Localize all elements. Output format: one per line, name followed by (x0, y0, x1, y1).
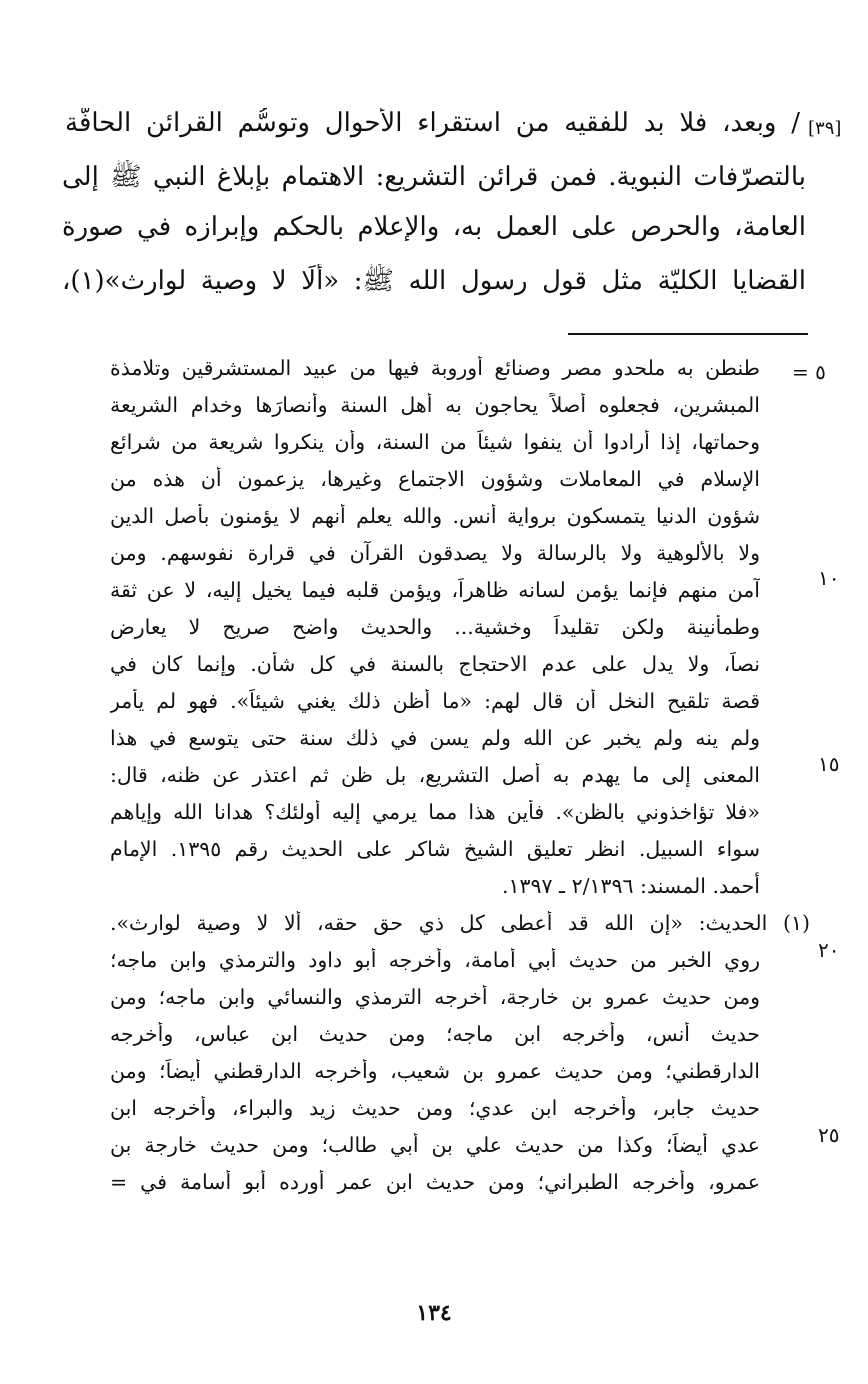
footnote-line: «فلا تؤاخذوني بالظن». فأين هذا مما يرمي إليه أولئك؟ هدانا الله وإياهم (110, 800, 760, 824)
footnote-line: نصاً، ولا يدل على عدم الاحتجاج بالسنة في كل شأن. وإنما كان في (110, 652, 760, 676)
footnote-line: أحمد. المسند: ٢/١٣٩٦ ـ ١٣٩٧. (501, 874, 760, 898)
footnote-line: سواء السبيل. انظر تعليق الشيخ شاكر على الحديث رقم ١٣٩٥. الإمام (110, 837, 760, 861)
footnote-line: ولا بالألوهية ولا بالرسالة ولا يصدقون القرآن في قرارة نفوسهم. ومن (110, 541, 760, 565)
footnote-line: ومن حديث عمرو بن خارجة، أخرجه الترمذي والنسائي وابن ماجه؛ ومن (110, 985, 760, 1009)
main-text-line: العامة، والحرص على العمل به، والإعلام بالحكم وإبرازه في صورة (62, 212, 806, 242)
page-number: ١٣٤ (416, 1300, 452, 1326)
footnote-line: وطمأنينة ولكن تقليداً وخشية... والحديث واضح صريح لا يعارض (110, 615, 760, 639)
line-number: ١٠ (818, 566, 840, 590)
footnote-line: روي الخبر من حديث أبي أمامة، وأخرجه أبو داود والترمذي وابن ماجه؛ (110, 948, 760, 972)
footnote-line: ولم ينه ولم يخبر عن الله ولم يسن في ذلك سنة حتى يتوسع في هذا (110, 726, 760, 750)
footnote-line: حديث أنس، وأخرجه ابن ماجه؛ ومن حديث ابن عباس، وأخرجه (110, 1022, 760, 1046)
footnote-line: الإسلام في المعاملات وشؤون الاجتماع وغيرها، يزعمون أن هذه من (110, 467, 760, 491)
main-text-line: بالتصرّفات النبوية. فمن قرائن التشريع: الاهتمام بإبلاغ النبي ﷺ إلى (62, 162, 806, 192)
footnote-line: وحماتها، إذا أرادوا أن ينفوا شيئاً من السنة، وأن ينكروا شريعة من شرائع (110, 430, 760, 454)
line-number: ٢٠ (818, 938, 840, 962)
footnote-line: عدي أيضاً؛ وكذا من حديث علي بن أبي طالب؛ ومن حديث خارجة بن (110, 1133, 760, 1157)
footnote-line: المعنى إلى ما يهدم به أصل التشريع، بل ظن ثم اعتذر عن ظنه، قال: (110, 763, 760, 787)
footnote-line: الدارقطني؛ ومن حديث عمرو بن شعيب، وأخرجه الدارقطني أيضاً؛ ومن (110, 1059, 760, 1083)
footnote-line: طنطن به ملحدو مصر وصنائع أوروبة فيها من عبيد المستشرقين وتلامذة (110, 356, 760, 380)
line-number: ١٥ (818, 752, 840, 776)
footnote-line: المبشرين، فجعلوه أصلاً يحاجون به أهل السنة وأنصارَها وخدام الشريعة (110, 393, 760, 417)
footnote-line: (١) الحديث: «إن الله قد أعطى كل ذي حق حقه، ألا لا وصية لوارث». (110, 911, 810, 935)
footnote-line: عمرو، وأخرجه الطبراني؛ ومن حديث ابن عمر أورده أبو أسامة في = (110, 1170, 760, 1194)
main-text-line: القضايا الكليّة مثل قول رسول الله ﷺ: «ألَا لا وصية لوارث»(١)، (62, 266, 806, 296)
footnote-line: قصة تلقيح النخل أن قال لهم: «ما أظن ذلك يغني شيئاً». فهو لم يأمر (110, 689, 760, 713)
footnote-continuation-marker: ٥ = (792, 360, 826, 384)
footnote-line: آمن منهم فإنما يؤمن لسانه ظاهراً، ويؤمن قلبه فيما يخيل إليه، لا عن ثقة (110, 578, 760, 602)
footnote-line: شؤون الدنيا يتمسكون برواية أنس. والله يعلم أنهم لا يؤمنون بأصل الدين (110, 504, 760, 528)
footnote-separator (568, 333, 808, 335)
footnote-line: حديث جابر، وأخرجه ابن عدي؛ ومن حديث زيد والبراء، وأخرجه ابن (110, 1096, 760, 1120)
page-marker: [٣٩] (808, 118, 842, 139)
main-text-line: / وبعد، فلا بد للفقيه من استقراء الأحوال وتوسُّم القرائن الحافَّة (65, 108, 800, 138)
line-number: ٢٥ (818, 1123, 840, 1147)
